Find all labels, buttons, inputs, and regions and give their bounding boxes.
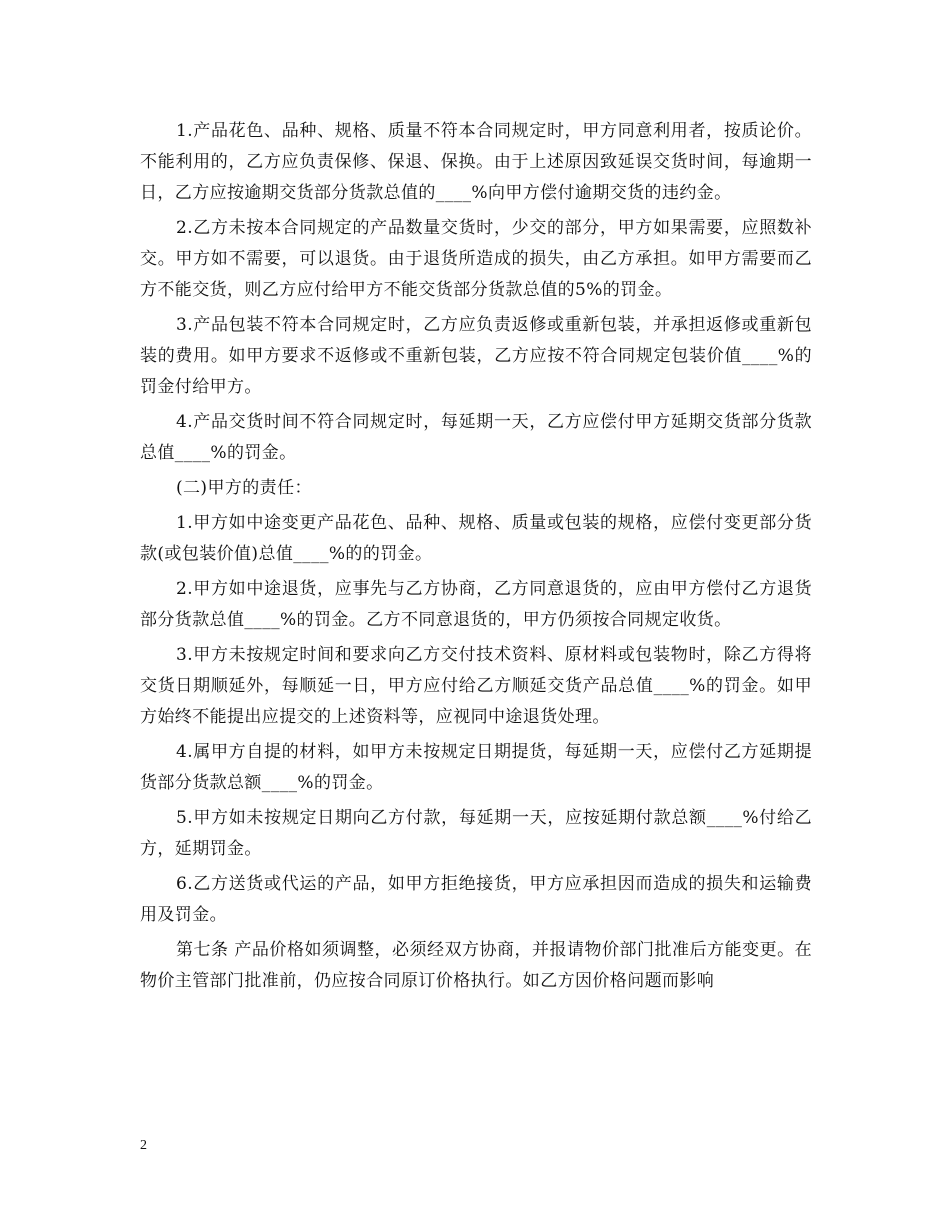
paragraph-supplier-clause-2: 2.乙方未按本合同规定的产品数量交货时，少交的部分，甲方如果需要，应照数补交。甲方如不需要，可以退货。由于退货所造成的损失，由乙方承担。如甲方需要而乙方不能交货，则乙方应付给甲方不能交货部分货款总值的5%的罚金。 [140, 218, 812, 300]
document-body [140, 116, 812, 1001]
paragraph-buyer-clause-2: 2.甲方如中途退货，应事先与乙方协商，乙方同意退货的，应由甲方偿付乙方退货部分货款总值____%的罚金。乙方不同意退货的，甲方仍须按合同规定收货。 [140, 579, 812, 630]
page-number: 2 [140, 1138, 147, 1153]
paragraph-buyer-clause-3: 3.甲方未按规定时间和要求向乙方交付技术资料、原材料或包装物时，除乙方得将交货日期顺延外，每顺延一日，甲方应付给乙方顺延交货产品总值____%的罚金。如甲方始终不能提出应提交的上述资料等，应视同中途退货处理。 [140, 645, 812, 727]
paragraph-buyer-clause-5: 5.甲方如未按规定日期向乙方付款，每延期一天，应按延期付款总额____%付给乙方，延期罚金。 [140, 808, 812, 859]
section-heading-buyer-responsibility: (二)甲方的责任： [176, 478, 312, 498]
paragraph-supplier-clause-3: 3.产品包装不符本合同规定时，乙方应负责返修或重新包装，并承担返修或重新包装的费用。如甲方要求不返修或不重新包装，乙方应按不符合同规定包装价值____%的罚金付给甲方。 [140, 315, 812, 397]
paragraph-buyer-clause-4: 4.属甲方自提的材料，如甲方未按规定日期提货，每延期一天，应偿付乙方延期提货部分货款总额____%的罚金。 [140, 742, 812, 793]
paragraph-buyer-clause-1: 1.甲方如中途变更产品花色、品种、规格、质量或包装的规格，应偿付变更部分货款(或包装价值)总值____%的的罚金。 [140, 513, 812, 564]
paragraph-buyer-clause-6: 6.乙方送货或代运的产品，如甲方拒绝接货，甲方应承担因而造成的损失和运输费用及罚金。 [140, 874, 812, 925]
paragraph-supplier-clause-4: 4.产品交货时间不符合同规定时，每延期一天，乙方应偿付甲方延期交货部分货款总值____%的罚金。 [140, 412, 812, 463]
paragraph-article-7: 第七条 产品价格如须调整，必须经双方协商，并报请物价部门批准后方能变更。在物价主管部门批准前，仍应按合同原订价格执行。如乙方因价格问题而影响 [140, 940, 812, 991]
paragraph-supplier-clause-1: 1.产品花色、品种、规格、质量不符本合同规定时，甲方同意利用者，按质论价。不能利用的，乙方应负责保修、保退、保换。由于上述原因致延误交货时间，每逾期一日，乙方应按逾期交货部分货款总值的____%向甲方偿付逾期交货的违约金。 [140, 121, 812, 203]
